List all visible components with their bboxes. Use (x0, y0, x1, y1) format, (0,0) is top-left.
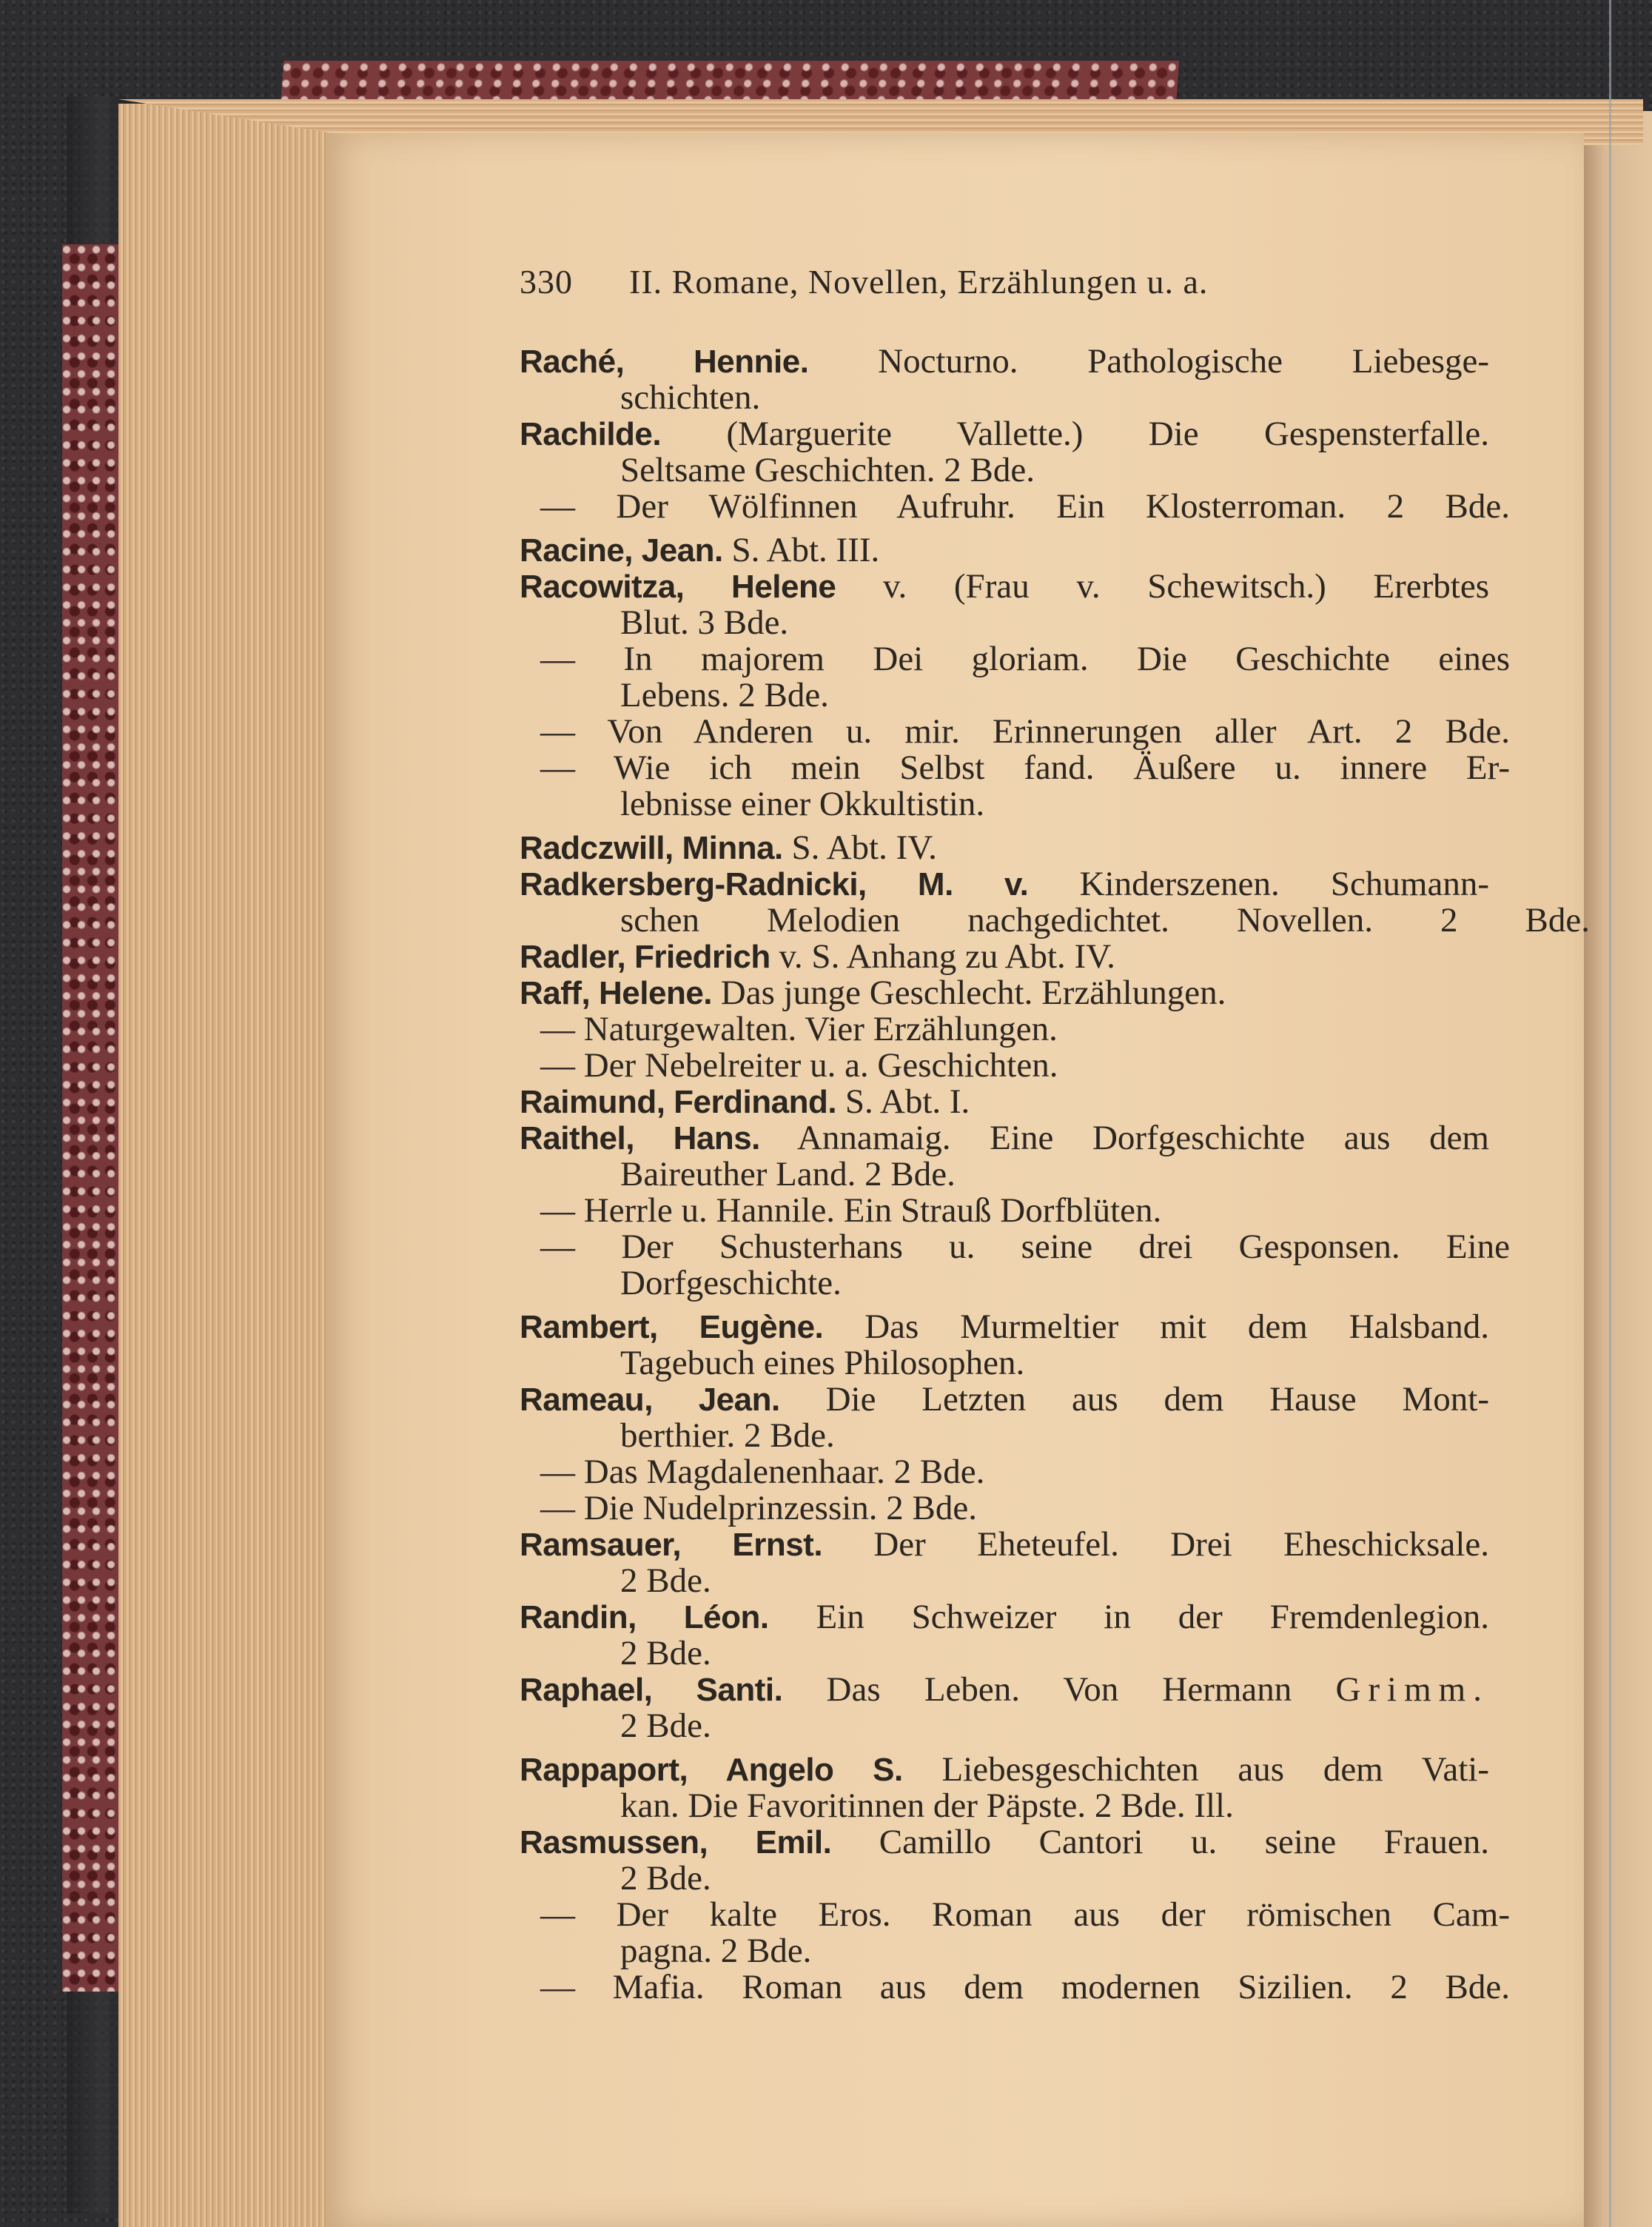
entry-continuation-line (520, 902, 1590, 939)
entry-line (520, 569, 1489, 605)
entry-line (520, 1309, 1489, 1345)
entry-dash-line (520, 489, 1510, 525)
entry-dash-line (520, 1193, 1489, 1229)
entry-continuation-line (520, 1788, 1489, 1824)
entry-continuation-line (520, 786, 1489, 823)
entry-text: — Mafia. Roman aus dem modernen Sizilien. 2 Bde. (540, 1968, 1510, 2006)
entry-text: Nocturno. Pathologische Liebesge- (808, 342, 1489, 381)
entry-line (520, 416, 1489, 452)
entry-line (520, 1672, 1489, 1708)
entry-line (520, 1824, 1489, 1861)
entry-continuation-line (520, 1635, 1489, 1672)
entry-continuation-line (520, 1345, 1489, 1382)
entry-dash-line (520, 714, 1510, 750)
entry-text: v. S. Anhang zu Abt. IV. (770, 937, 1115, 976)
entry-text: — In majorem Dei gloriam. Die Geschichte eines (540, 640, 1510, 678)
author-name: Rambert, Eugène. (520, 1309, 824, 1345)
facing-page-edge (1573, 111, 1652, 2227)
entry-continuation-line (520, 677, 1489, 714)
entry-dash-line (520, 1897, 1510, 1933)
author-name: Racowitza, Helene (520, 569, 836, 605)
entry-text: Seltsame Geschichten. 2 Bde. (620, 451, 1035, 489)
entry-text: Baireuther Land. 2 Bde. (620, 1155, 956, 1193)
entry-continuation-line (520, 1708, 1489, 1744)
entry-text: 2 Bde. (620, 1561, 711, 1600)
entry-line (520, 1752, 1489, 1788)
entry-text: Annamaig. Eine Dorfgeschichte aus dem (759, 1119, 1489, 1157)
author-name: Raithel, Hans. (520, 1120, 760, 1156)
entry-text: S. Abt. IV. (782, 828, 937, 867)
entry-text: — Der Schusterhans u. seine drei Gesponsen. Eine (540, 1228, 1510, 1266)
entry-text: Lebens. 2 Bde. (620, 676, 829, 714)
entry-text: Das Leben. Von Hermann (782, 1670, 1336, 1709)
author-name: Raff, Helene. (520, 975, 713, 1011)
entry-text: kan. Die Favoritinnen der Päpste. 2 Bde. Ill. (620, 1786, 1234, 1825)
entry-line (520, 1527, 1489, 1563)
entry-continuation-line (520, 380, 1489, 416)
entry-line (520, 866, 1489, 902)
entry-text: Das junge Geschlecht. Erzählungen. (712, 974, 1226, 1012)
entry-continuation-line (520, 1861, 1489, 1897)
entry-line (520, 344, 1489, 380)
entry-dash-line (520, 641, 1510, 677)
entry-continuation-line (520, 1156, 1489, 1193)
entry-text: Die Letzten aus dem Hause Mont- (779, 1380, 1489, 1419)
entry-text: — Das Magdalenenhaar. 2 Bde. (540, 1453, 985, 1491)
entry-dash-line (520, 1229, 1510, 1265)
entry-text: — Von Anderen u. mir. Erinnerungen aller Art. 2 Bde. (540, 712, 1510, 751)
entry-text: 2 Bde. (620, 1634, 711, 1672)
author-name: Radkersberg-Radnicki, M. v. (520, 866, 1029, 902)
entry-text: — Der Wölfinnen Aufruhr. Ein Klosterroman. 2 Bde. (540, 487, 1510, 526)
entry-text: Blut. 3 Bde. (620, 603, 789, 642)
author-name: Ramsauer, Ernst. (520, 1527, 823, 1563)
running-header (520, 264, 1489, 308)
entry-text: schen Melodien nachgedichtet. Novellen. 2 Bde. (620, 901, 1590, 940)
glass-edge (1609, 0, 1611, 2227)
entry-text: — Der Nebelreiter u. a. Geschichten. (540, 1046, 1058, 1085)
entry-text: Kinderszenen. Schumann- (1028, 865, 1489, 903)
entry-line (520, 1120, 1489, 1156)
entry-text: Das Murmeltier mit dem Halsband. (823, 1307, 1489, 1346)
entry-continuation-line (520, 1563, 1489, 1599)
author-name: Racine, Jean. (520, 532, 723, 569)
spaced-name: Grimm. (1335, 1670, 1489, 1709)
author-name: Raphael, Santi. (520, 1672, 783, 1708)
entry-text: S. Abt. III. (722, 531, 880, 569)
entry-dash-line (520, 750, 1510, 786)
catalog-entry-list (520, 342, 1590, 2006)
entry-continuation-line (520, 1933, 1489, 1969)
entry-text: (Marguerite Vallette.) Die Gespensterfalle. (661, 415, 1489, 453)
entry-text: pagna. 2 Bde. (620, 1932, 812, 1970)
entry-text: berthier. 2 Bde. (620, 1416, 835, 1455)
entry-line (520, 1599, 1489, 1635)
author-name: Rachilde. (520, 416, 662, 452)
entry-text: lebnisse einer Okkultistin. (620, 785, 985, 823)
entry-line (520, 1382, 1489, 1418)
entry-text: Der Eheteufel. Drei Eheschicksale. (822, 1525, 1489, 1564)
entry-text: 2 Bde. (620, 1859, 711, 1898)
entry-dash-line (520, 1969, 1510, 2006)
entry-line (520, 830, 1489, 866)
entry-line (520, 939, 1489, 975)
entry-text: — Naturgewalten. Vier Erzählungen. (540, 1010, 1058, 1048)
entry-dash-line (520, 1048, 1489, 1084)
entry-continuation-line (520, 1418, 1489, 1454)
author-name: Randin, Léon. (520, 1599, 769, 1635)
author-name: Rappaport, Angelo S. (520, 1752, 903, 1788)
entry-text: S. Abt. I. (836, 1082, 970, 1121)
page-stack-side (118, 104, 340, 2227)
entry-line (520, 532, 1489, 569)
entry-text: Dorfgeschichte. (620, 1264, 842, 1302)
entry-line (520, 1084, 1489, 1120)
page-number: 330 (520, 263, 573, 301)
author-name: Rameau, Jean. (520, 1382, 780, 1418)
author-name: Radler, Friedrich (520, 939, 770, 975)
entry-continuation-line (520, 452, 1489, 489)
running-title: II. Romane, Novellen, Erzählungen u. a. (629, 263, 1209, 301)
entry-text: Ein Schweizer in der Fremdenlegion. (768, 1598, 1489, 1636)
entry-text: — Die Nudelprinzessin. 2 Bde. (540, 1489, 978, 1527)
entry-text: Liebesgeschichten aus dem Vati- (902, 1750, 1490, 1789)
entry-text: 2 Bde. (620, 1707, 711, 1745)
entry-text: — Herrle u. Hannile. Ein Strauß Dorfblüten. (540, 1191, 1162, 1230)
author-name: Raimund, Ferdinand. (520, 1084, 837, 1120)
entry-dash-line (520, 1454, 1489, 1490)
entry-text: Camillo Cantori u. seine Frauen. (831, 1823, 1489, 1861)
entry-continuation-line (520, 605, 1489, 641)
author-name: Rasmussen, Emil. (520, 1824, 832, 1861)
entry-text: — Der kalte Eros. Roman aus der römischen Cam- (540, 1895, 1510, 1934)
author-name: Raché, Hennie. (520, 344, 809, 380)
entry-dash-line (520, 1011, 1489, 1048)
entry-line (520, 975, 1489, 1011)
entry-text: Tagebuch eines Philosophen. (620, 1344, 1025, 1382)
entry-text: — Wie ich mein Selbst fand. Äußere u. innere Er- (540, 749, 1510, 787)
entry-dash-line (520, 1490, 1489, 1527)
marbled-endpaper (62, 244, 121, 1992)
entry-continuation-line (520, 1265, 1489, 1302)
entry-text: schichten. (620, 378, 761, 417)
entry-text: v. (Frau v. Schewitsch.) Ererbtes (836, 567, 1489, 606)
author-name: Radczwill, Minna. (520, 830, 783, 866)
